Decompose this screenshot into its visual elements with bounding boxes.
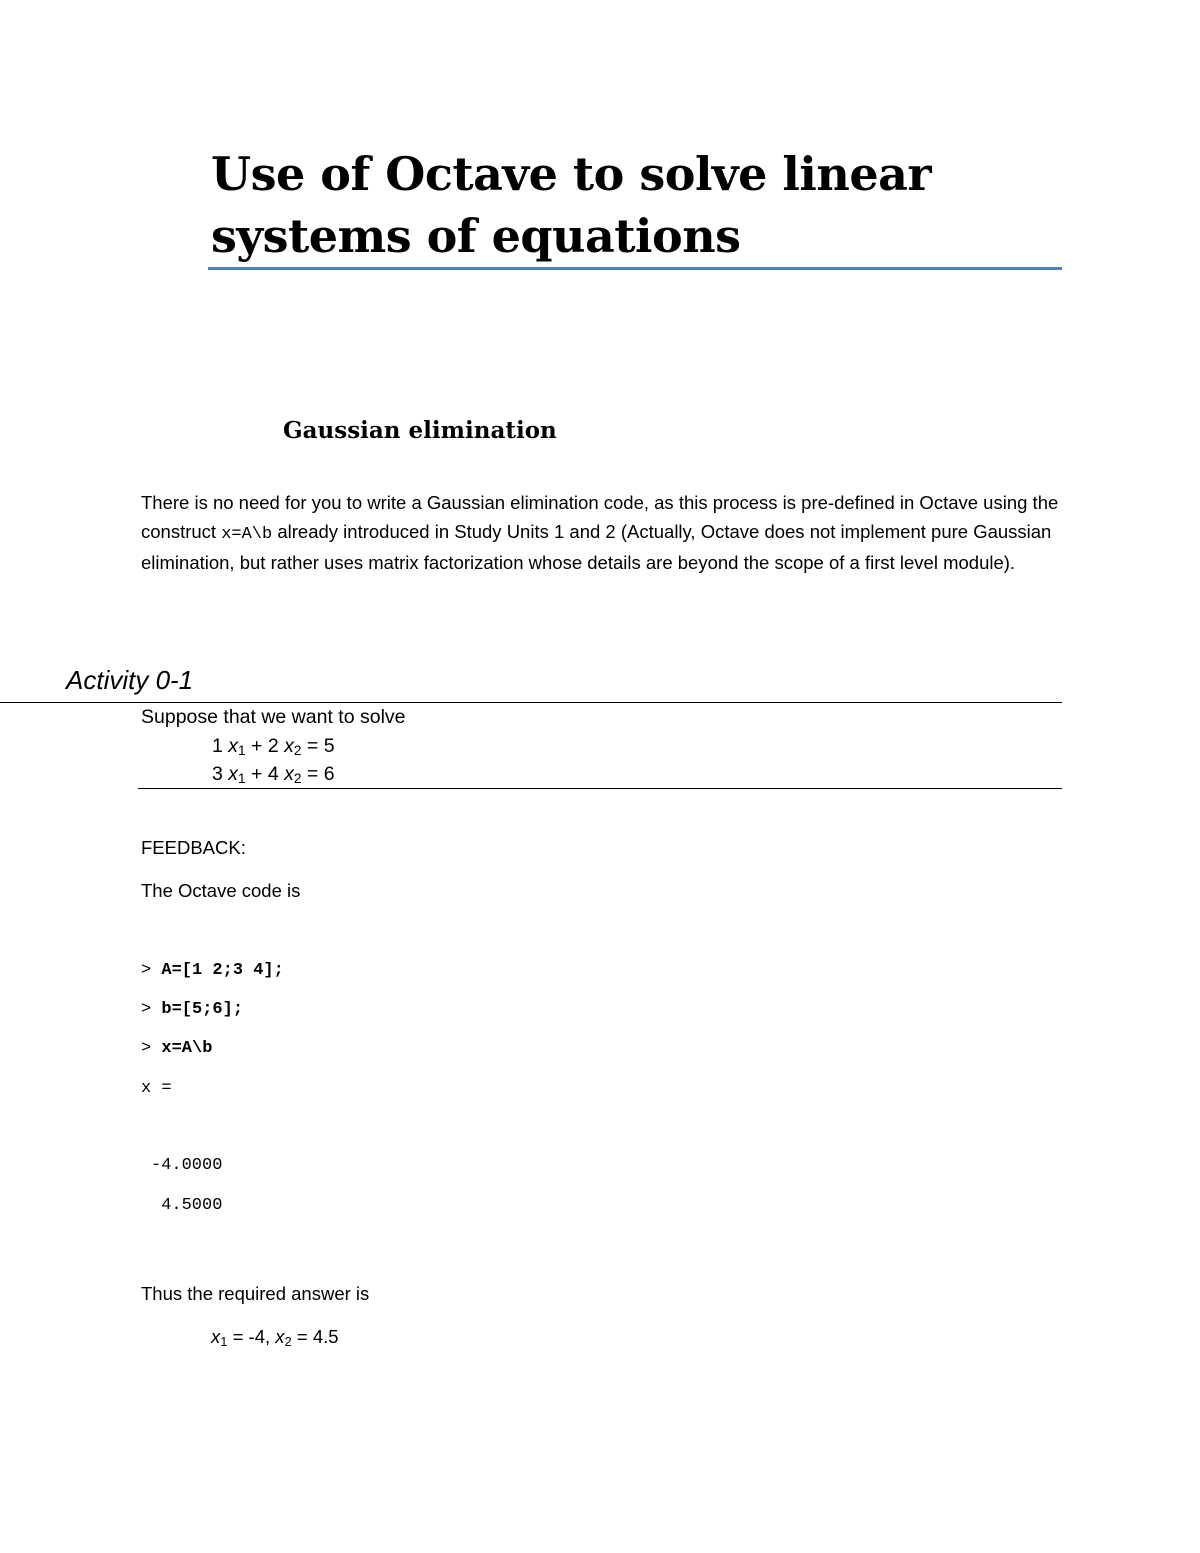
problem-intro: Suppose that we want to solve	[141, 706, 406, 728]
code-line-2: > b=[5;6];	[141, 1000, 244, 1019]
activity-heading: Activity 0-1	[66, 665, 194, 695]
feedback-label: FEEDBACK:	[141, 837, 246, 858]
code-line-3: > x=A\b	[141, 1039, 213, 1058]
equation-1: 1 $x_1 + 2$ $x_2 = 5$	[212, 735, 335, 758]
answer-intro: Thus the required answer is	[141, 1283, 370, 1304]
activity-rule-bottom	[138, 788, 1062, 789]
code-output-value-1: -4.0000	[151, 1156, 223, 1175]
code-output-label: x =	[141, 1079, 172, 1098]
section-heading-gaussian: Gaussian elimination	[283, 417, 557, 444]
document-title-line-2: systems of equations	[211, 209, 741, 263]
gaussian-paragraph	[141, 489, 1071, 578]
gaussian-paragraph-part1: There is no need for you to write a Gaussian elimination code, as this process is pre-defined in Octave using the construct	[141, 492, 1059, 542]
code-intro: The Octave code is	[141, 880, 301, 901]
code-output-value-2: 4.5000	[161, 1196, 223, 1215]
answer: $x_1 = -4$, $x_2 = 4.5$	[211, 1326, 339, 1349]
title-underline	[208, 267, 1062, 270]
equation-2: 3 $x_1 + 4$ $x_2 = 6$	[212, 763, 335, 786]
code-line-1: > A=[1 2;3 4];	[141, 961, 284, 980]
document-title-line-1: Use of Octave to solve linear	[211, 147, 932, 201]
inline-code: x=A\b	[221, 524, 273, 544]
gaussian-paragraph-part2: already introduced in Study Units 1 and 2 (Actually, Octave does not implement pure Gaussian elimination, but rather uses matrix factorization whose details are beyond the scope of a first level module).	[141, 520, 1052, 573]
